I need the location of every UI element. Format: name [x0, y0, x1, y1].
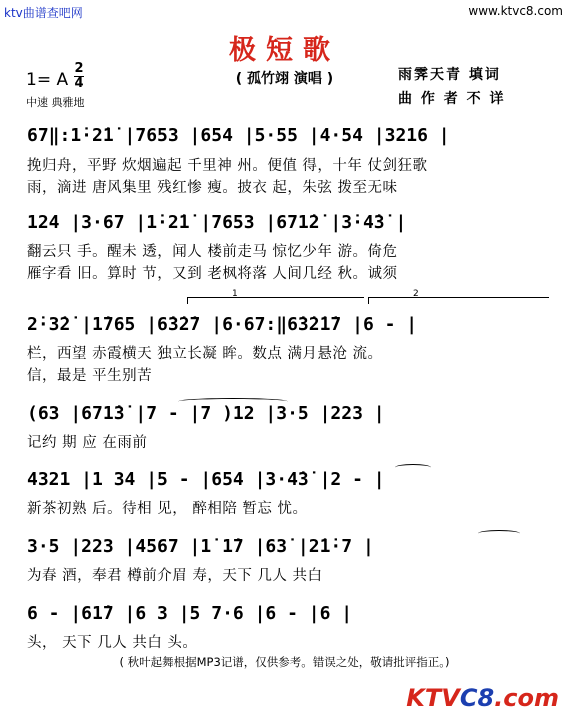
volta-second-ending [368, 289, 549, 304]
key-signature: 1= A [26, 70, 69, 90]
notation-row-5: 4321 |1 34 |5 - |654 |3·4̇3̇ |2 - | [27, 469, 385, 490]
logo-part-3: .com [494, 684, 559, 712]
volta-number-1: 1 [232, 289, 238, 299]
watermark-left: ktv曲谱查吧网 [4, 6, 83, 20]
transcription-footnote: ( 秋叶起舞根据MP3记谱，仅供参考。错误之处，敬请批评指正。) [119, 655, 450, 669]
lyrics-row-2-verse-1: 翻云只 手。醒未 透，闻人 楼前走马 惊忆少年 游。倚危 [27, 244, 398, 260]
time-signature [74, 63, 84, 90]
notation-row-6: 3·5 |223 |4567 |1̇ 1̇7 |63̇ |2̇1̇·7 | [27, 536, 374, 557]
singer-credit: ( 孤竹翊 演唱 ) [235, 71, 334, 87]
lyrics-row-3-verse-1: 栏，西望 赤霞横天 独立长凝 眸。数点 满月悬沧 流。 [27, 346, 383, 362]
lyricist-credit: 雨霁天青 填词 [398, 67, 501, 83]
lyrics-row-4: 记约 期 应 在雨前 [27, 435, 148, 451]
watermark-right: www.ktvc8.com [468, 4, 563, 18]
notation-row-1: 67‖:1̇·2̇1̇ |7653 |654 |5·55 |4·54 |3216 | [27, 125, 450, 146]
time-signature-top: 2 [74, 61, 84, 76]
notation-row-7: 6 - |61̇7 |6 3 |5 7·6 |6 - |6 | [27, 603, 353, 624]
lyrics-row-6: 为春 酒，奉君 樽前介眉 寿，天下 几人 共白 [27, 568, 323, 584]
tempo-marking: 中速 典雅地 [26, 96, 85, 109]
volta-first-ending [187, 289, 364, 304]
lyrics-row-1-verse-2: 雨，滴进 唐风集里 残红惨 瘦。披衣 起，朱弦 拨至无味 [27, 180, 398, 196]
volta-number-2: 2 [413, 289, 419, 299]
lyrics-row-1-verse-1: 挽归舟，平野 炊烟遍起 千里神 州。便值 得，十年 仗剑狂歌 [27, 158, 428, 174]
logo-part-1: KTV [406, 684, 460, 712]
logo-part-2: C8 [459, 684, 495, 712]
lyrics-row-7: 头， 天下 几人 共白 头。 [27, 635, 198, 651]
lyrics-row-2-verse-2: 雁字看 旧。算时 节，又到 老枫将落 人间几经 秋。诚须 [27, 266, 398, 282]
notation-row-4: (63 |671̇3̇ |7 - |7 )12 |3·5 |223 | [27, 403, 385, 424]
composer-credit: 曲 作 者 不 详 [398, 91, 506, 107]
site-logo [406, 684, 559, 712]
notation-row-2: 124 |3·67 |1̇·2̇1̇ |7653 |671̇2̇ |3̇·4̇3̇ | [27, 212, 407, 233]
notation-row-3: 2̇·3̇2̇ |1̇765 |6̇3̇2̇7 |6·67:‖6̇3̇2̇1̇7 |6 - | [27, 314, 418, 335]
time-signature-bottom: 4 [74, 76, 84, 91]
song-title: 极短歌 [229, 35, 340, 66]
lyrics-row-3-verse-2: 信，最是 平生别苦 [27, 368, 153, 384]
lyrics-row-5: 新茶初熟 后。待相 见， 醉相陪 暂忘 忧。 [27, 501, 308, 517]
